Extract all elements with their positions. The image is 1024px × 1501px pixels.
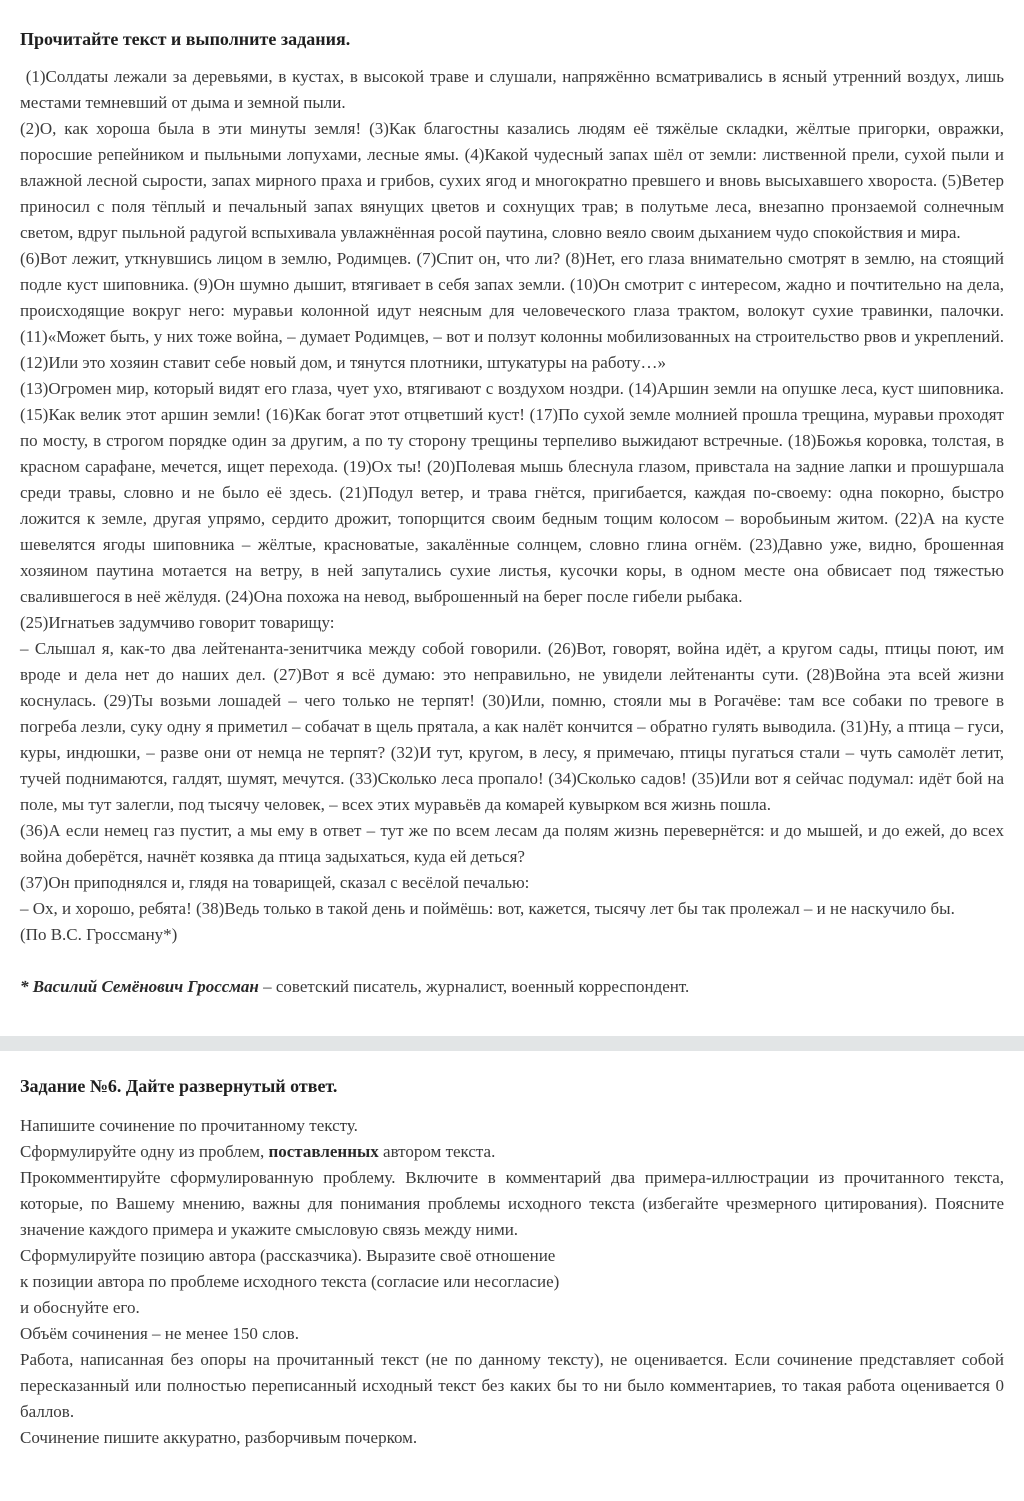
task-title: Задание №6. Дайте развернутый ответ.: [20, 1076, 338, 1096]
section-divider: [0, 1036, 1024, 1051]
task-instruction-grading-note: Работа, написанная без опоры на прочитанный текст (не по данному тексту), не оценивается. Если сочинение представляет собой пересказанный или полностью переписанный исходный текст без каких бы то ни было комментариев, то такая работа оценивается 0 баллов.: [20, 1350, 1004, 1421]
text-paragraph-2: (2)О, как хороша была в эти минуты земля! (3)Как благостны казались людям её тяжёлые складки, жёлтые пригорки, овражки, поросшие репейником и пыльными лопухами, лесные ямы. (4)Какой чудесный запах шёл от земли: лиственной прели, сухой пыли и влажной лесной сырости, запах мирного праха и грибов, сухих ягод и многократно превшего и вновь высыхавшего хвороста. (5)Ветер приносил с поля тёплый и печальный запах вянущих цветов и сохнущих трав; в полутьме леса, внезапно пронзаемой солнечным светом, вдруг пыльной радугой вспыхивала увлажнённая росой паутина, словно веяло своим дыханием чудо спокойствия и мира.: [20, 119, 1004, 242]
text-paragraph-8: (37)Он приподнялся и, глядя на товарищей, сказал с весёлой печалью:: [20, 873, 530, 892]
task-instruction-word-count: Объём сочинения – не менее 150 слов.: [20, 1324, 299, 1343]
task-instruction-write-essay: Напишите сочинение по прочитанному тексту.: [20, 1116, 358, 1135]
text-paragraph-5: (25)Игнатьев задумчиво говорит товарищу:: [20, 613, 335, 632]
formulate-problem-post: автором текста.: [378, 1142, 496, 1161]
task-instruction-author-position-line1: Сформулируйте позицию автора (рассказчика). Выразите своё отношение: [20, 1246, 556, 1265]
text-paragraph-3: (6)Вот лежит, уткнувшись лицом в землю, Родимцев. (7)Спит он, что ли? (8)Нет, его глаза внимательно смотрят в землю, на стоящий подле куст шиповника. (9)Он шумно дышит, втягивает в себя запах земли. (10)Он смотрит с интересом, жадно и почтительно на дела, происходящие вокруг него: муравьи колонной идут неясным для человеческого глаза трактом, волокут сухие травинки, палочки. (11)«Может быть, у них тоже война, – думает Родимцев, – вот и ползут колонны мобилизованных на строительство рвов и укреплений. (12)Или это хозяин ставит себе новый дом, и тянутся плотники, штукатуры на работу…»: [20, 249, 1004, 372]
text-paragraph-1: (1)Солдаты лежали за деревьями, в кустах, в высокой траве и слушали, напряжённо всматривались в ясный утренний воздух, лишь местами темневший от дыма и земной пыли.: [20, 67, 1004, 112]
text-paragraph-7: (36)А если немец газ пустит, а мы ему в ответ – тут же по всем лесам да полям жизнь перевернётся: и до мышей, и до ежей, до всех война доберётся, начнёт козявка да птица задыхаться, куда ей деться?: [20, 821, 1004, 866]
formulate-problem-bold: поставленных: [268, 1142, 379, 1161]
task-instruction-author-position-line3: и обоснуйте его.: [20, 1298, 140, 1317]
formulate-problem-pre: Сформулируйте одну из проблем,: [20, 1142, 269, 1161]
text-paragraph-9: – Ох, и хорошо, ребята! (38)Ведь только в такой день и поймёшь: вот, кажется, тысячу лет бы так пролежал – и не наскучило бы.: [20, 899, 955, 918]
author-name: * Василий Семёнович Гроссман: [20, 977, 259, 996]
task-section: [20, 1073, 1004, 1451]
task-instruction-handwriting: Сочинение пишите аккуратно, разборчивым почерком.: [20, 1428, 418, 1447]
text-attribution: (По В.С. Гроссману*): [20, 925, 178, 944]
task-instruction-comment-problem: Прокомментируйте сформулированную проблему. Включите в комментарий два примера-иллюстрации из прочитанного текста, которые, по Вашему мнению, важны для понимания проблемы исходного текста (избегайте чрезмерного цитирования). Поясните значение каждого примера и укажите смысловую связь между ними.: [20, 1168, 1004, 1239]
source-text-passage: [20, 64, 1004, 1000]
text-paragraph-6: – Слышал я, как-то два лейтенанта-зенитчика между собой говорили. (26)Вот, говорят, война идёт, а кругом сады, птицы поют, им вроде и дела нет до наших дел. (27)Вот я всё думаю: это неправильно, не увидели лейтенанты сути. (28)Война эта всей жизни коснулась. (29)Ты возьми лошадей – чего только не терпят! (30)Или, помню, стояли мы в Рогачёве: там все собаки по тревоге в погреба лезли, суку одну я приметил – собачат в щель прятала, а как налёт кончится – обратно гулять выводила. (31)Ну, а птица – гуси, куры, индюшки, – разве они от немца не терпят? (32)И тут, кругом, в лесу, я примечаю, птицы пугаться стали – чуть самолёт летит, тучей поднимаются, галдят, шумят, мечутся. (33)Сколько леса пропало! (34)Сколько садов! (35)Или вот я сейчас подумал: идёт бой на поле, мы тут залегли, под тысячу человек, – всех этих муравьёв да комарей кувырком вся жизнь пошла.: [20, 639, 1004, 814]
text-paragraph-4: (13)Огромен мир, который видят его глаза, чует ухо, втягивают с воздухом ноздри. (14)Аршин земли на опушке леса, куст шиповника. (15)Как велик этот аршин земли! (16)Как богат этот отцветший куст! (17)По сухой земле молнией прошла трещина, муравьи проходят по мосту, в строгом порядке один за другим, а по ту сторону трещины терпеливо выжидают встречные. (18)Божья коровка, толстая, в красном сарафане, мечется, ищет перехода. (19)Ох ты! (20)Полевая мышь блеснула глазом, привстала на задние лапки и прошуршала среди травы, словно и не было её здесь. (21)Подул ветер, и трава гнётся, пригибается, каждая по-своему: одна покорно, быстро ложится к земле, другая упрямо, сердито дрожит, топорщится своим бедным тощим колосом – воробьиным житом. (22)А на кусте шевелятся ягоды шиповника – жёлтые, красноватые, закалённые солнцем, словно глина огнём. (23)Давно уже, видно, брошенная хозяином паутина мотается на ветру, в ней запутались сухие листья, кусочки коры, в одном месте она обвисает под тяжестью свалившегося в неё жёлудя. (24)Она похожа на невод, выброшенный на берег после гибели рыбака.: [20, 379, 1004, 606]
author-footnote: [20, 974, 1004, 1000]
read-text-instruction-title: Прочитайте текст и выполните задания.: [20, 29, 351, 49]
task-instruction-formulate-problem: [20, 1139, 1004, 1165]
task-instruction-author-position-line2: к позиции автора по проблеме исходного текста (согласие или несогласие): [20, 1272, 560, 1291]
author-description: – советский писатель, журналист, военный корреспондент.: [258, 977, 690, 996]
